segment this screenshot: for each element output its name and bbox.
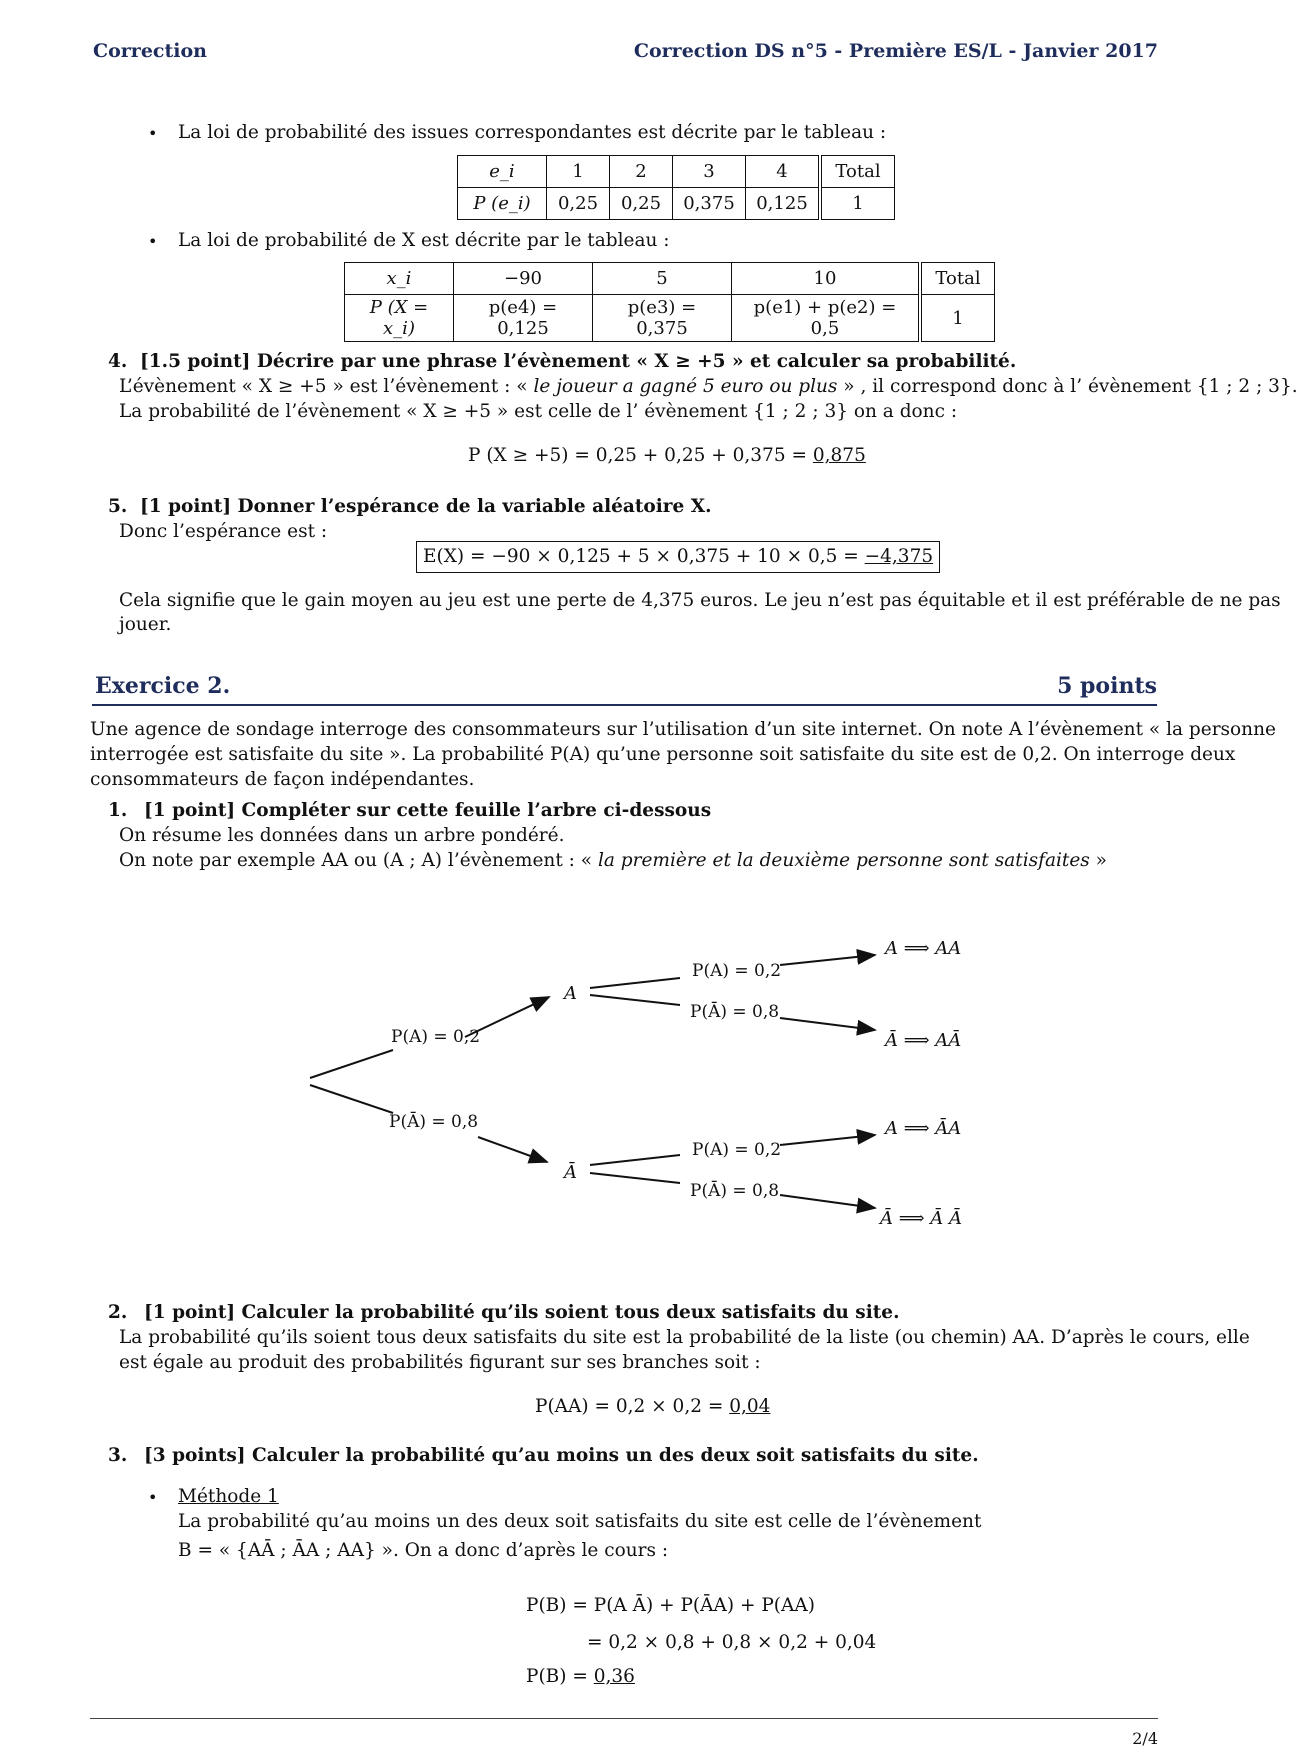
text-italic: la première et la deuxième personne sont satisfaites	[597, 850, 1090, 871]
tree-branch	[310, 1085, 393, 1113]
tree-leaf-a-nota: Ā ⟹ AĀ	[885, 1030, 962, 1051]
tree-label-first-pna: P(Ā) = 0,8	[389, 1112, 479, 1132]
table-cell: p(e3) = 0,375	[593, 295, 732, 342]
tree-node-a: A	[564, 983, 577, 1004]
e3-formula1: P(B) = P(A Ā) + P(ĀA) + P(AA)	[526, 1595, 815, 1616]
tree-branch	[590, 1155, 680, 1165]
bullet1-text: La loi de probabilité des issues correspondantes est décrite par le tableau :	[178, 122, 887, 143]
e3-line1: La probabilité qu’au moins un des deux soit satisfaits du site est celle de l’évènement	[178, 1511, 982, 1532]
formula-text: E(X) = −90 × 0,125 + 5 × 0,375 + 10 × 0,5 =	[423, 546, 865, 567]
table-cell: 2	[610, 156, 673, 188]
tree-label-first-pa: P(A) = 0,2	[391, 1027, 481, 1047]
formula-text: P(B) =	[526, 1666, 594, 1687]
table-cell: P (e_i)	[458, 188, 547, 220]
tree-label-lower-pna: P(Ā) = 0,8	[690, 1181, 780, 1201]
formula-result: −4,375	[864, 546, 934, 567]
tree-branch	[590, 1173, 680, 1183]
table-cell: 1	[547, 156, 610, 188]
page-number: 2/4	[1132, 1729, 1158, 1748]
e2-formula	[535, 1394, 770, 1419]
e2-line2: est égale au produit des probabilités figurant sur ses branches soit :	[119, 1352, 761, 1373]
tree-label-upper-pna: P(Ā) = 0,8	[690, 1002, 780, 1022]
exercise-title: Exercice 2.	[95, 673, 231, 699]
table-cell: P (X = x_i)	[345, 295, 454, 342]
text: L’évènement « X ≥ +5 » est l’évènement : «	[119, 376, 534, 397]
e3-formula2: = 0,2 × 0,8 + 0,8 × 0,2 + 0,04	[587, 1632, 877, 1653]
text: On note par exemple AA ou (A ; A) l’évènement : «	[119, 850, 598, 871]
bullet2-text: La loi de probabilité de X est décrite par le tableau :	[178, 230, 670, 251]
e1-number: 1.	[108, 800, 128, 821]
intro-line: interrogée est satisfaite du site ». La probabilité P(A) qu’une personne soit satisfaite du site est de 0,2. On interroge deux	[90, 744, 1236, 765]
q4-number: 4.	[108, 351, 128, 372]
text-italic: le joueur a gagné 5 euro ou plus	[533, 376, 838, 397]
bullet-dot: •	[148, 1488, 158, 1507]
e1-title: [1 point] Compléter sur cette feuille l’arbre ci-dessous	[144, 800, 712, 821]
tree-label-lower-pa: P(A) = 0,2	[692, 1140, 782, 1160]
intro-line: Une agence de sondage interroge des consommateurs sur l’utilisation d’un site internet. On note A l’évènement « la personne	[90, 719, 1276, 740]
q5-conclusion1: Cela signifie que le gain moyen au jeu est une perte de 4,375 euros. Le jeu n’est pas équitable et il est préférable de ne pas	[119, 590, 1281, 611]
tree-branch-arrow	[780, 1018, 875, 1030]
e2-title: [1 point] Calculer la probabilité qu’ils soient tous deux satisfaits du site.	[144, 1302, 900, 1323]
table-cell: 0,25	[547, 188, 610, 220]
exercise-points: 5 points	[1057, 673, 1157, 699]
tree-label-upper-pa: P(A) = 0,2	[692, 961, 782, 981]
intro-line: consommateurs de façon indépendantes.	[90, 769, 475, 790]
tree-branch	[590, 978, 680, 988]
tree-branch-arrow	[780, 1195, 875, 1208]
q5-title: [1 point] Donner l’espérance de la variable aléatoire X.	[140, 496, 712, 517]
bullet-dot: •	[148, 232, 158, 251]
table-cell: 4	[746, 156, 821, 188]
formula-result: 0,04	[729, 1396, 771, 1417]
q4-title: [1.5 point] Décrire par une phrase l’évènement « X ≥ +5 » et calculer sa probabilité.	[140, 351, 1017, 372]
text: »	[1089, 850, 1107, 871]
q5-number: 5.	[108, 496, 128, 517]
tree-leaf-nota-a: A ⟹ ĀA	[885, 1118, 962, 1139]
table-cell: Total	[920, 263, 995, 295]
e2-number: 2.	[108, 1302, 128, 1323]
table-cell: p(e4) = 0,125	[454, 295, 593, 342]
tree-branch-arrow	[478, 1137, 547, 1162]
tree-node-not-a: Ā	[564, 1162, 577, 1183]
table-cell: 10	[732, 263, 921, 295]
tree-leaf-aa: A ⟹ AA	[885, 938, 962, 959]
text: » , il correspond donc à l’ évènement {1 ; 2 ; 3}.	[837, 376, 1298, 397]
table-cell: 1	[820, 188, 895, 220]
table-cell: 5	[593, 263, 732, 295]
e2-line1: La probabilité qu’ils soient tous deux satisfaits du site est la probabilité de la liste (ou chemin) AA. D’après le cours, elle	[119, 1327, 1250, 1348]
tree-branch-arrow	[780, 1135, 875, 1145]
table-cell: 0,125	[746, 188, 821, 220]
table-cell: x_i	[345, 263, 454, 295]
tree-leaf-nota-nota: Ā ⟹ Ā Ā	[880, 1208, 962, 1229]
formula-result: 0,36	[593, 1666, 635, 1687]
formula-text: P(AA) = 0,2 × 0,2 =	[535, 1396, 730, 1417]
method-label: Méthode 1	[178, 1486, 279, 1507]
tree-branch-arrow	[780, 955, 875, 965]
formula-text: P (X ≥ +5) = 0,25 + 0,25 + 0,375 =	[468, 445, 813, 466]
e1-line1: On résume les données dans un arbre pondéré.	[119, 825, 565, 846]
bullet-dot: •	[148, 124, 158, 143]
e3-title: [3 points] Calculer la probabilité qu’au moins un des deux soit satisfaits du site.	[144, 1445, 979, 1466]
e3-formula3	[526, 1664, 635, 1689]
header-left: Correction	[93, 40, 207, 62]
tree-branch	[310, 1050, 393, 1078]
q5-conclusion2: jouer.	[119, 614, 172, 635]
formula-result: 0,875	[812, 445, 866, 466]
table-cell: Total	[820, 156, 895, 188]
e3-line2: B = « {AĀ ; ĀA ; AA} ». On a donc d’après le cours :	[178, 1540, 669, 1561]
table-cell: −90	[454, 263, 593, 295]
table-cell: 0,375	[673, 188, 746, 220]
table-cell: e_i	[458, 156, 547, 188]
header-right: Correction DS n°5 - Première ES/L - Janvier 2017	[633, 40, 1158, 62]
tree-branch	[590, 995, 680, 1005]
e3-number: 3.	[108, 1445, 128, 1466]
table-cell: p(e1) + p(e2) = 0,5	[732, 295, 921, 342]
footer-rule	[90, 1718, 1158, 1719]
q5-line1: Donc l’espérance est :	[119, 521, 328, 542]
table-cell: 1	[920, 295, 995, 342]
table-cell: 3	[673, 156, 746, 188]
table-cell: 0,25	[610, 188, 673, 220]
q4-line2: La probabilité de l’évènement « X ≥ +5 » est celle de l’ évènement {1 ; 2 ; 3} on a donc :	[119, 401, 958, 422]
